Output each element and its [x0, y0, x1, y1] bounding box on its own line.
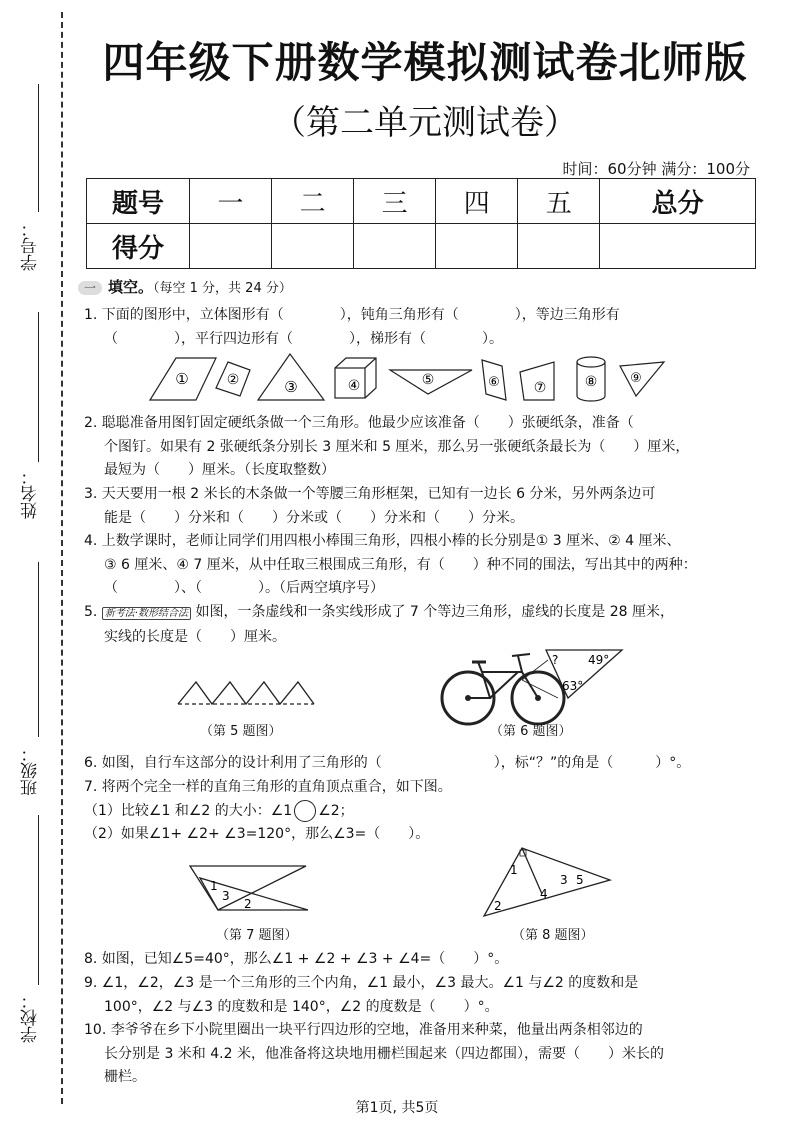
- q7-line: （2）如果∠1+ ∠2+ ∠3=120°，那么∠3=（ ）。: [84, 826, 430, 842]
- score-cell: 二: [272, 179, 354, 224]
- shape-cylinder: [577, 357, 605, 367]
- question-9: [84, 972, 734, 1019]
- cut-line: [61, 12, 63, 1104]
- shape-label: ②: [226, 372, 240, 388]
- student-no-line: [38, 84, 39, 212]
- student-no-label: 学号：: [21, 220, 41, 271]
- callout-line: [522, 660, 548, 680]
- q8-triangle: [484, 848, 610, 916]
- angle-label: 2: [244, 897, 252, 911]
- angle-label: ?: [552, 653, 559, 667]
- score-label: 得分: [87, 224, 190, 269]
- q8-segment: [522, 848, 542, 894]
- score-blank[interactable]: [600, 224, 756, 269]
- section-title: 填空。: [108, 278, 154, 296]
- q5-tag: 新考法·数形结合法: [102, 607, 191, 620]
- q10-line: 栅栏。: [104, 1069, 146, 1085]
- shape-label: ⑨: [630, 371, 642, 386]
- angle-label: 5: [576, 873, 584, 887]
- q9-line: 9. ∠1，∠2，∠3 是一个三角形的三个内角，∠1 最小，∠3 最大。∠1 与∠2 的度数和是: [84, 975, 639, 991]
- q5-line: 实线的长度是（ ）厘米。: [104, 628, 286, 645]
- q1-line: （ ），平行四边形有（ ），梯形有（ ）。: [104, 330, 503, 347]
- q10-line: 长分别是 3 米和 4.2 米，他准备将这块地用栅栏围起来（四边都围），需要（ ）米长的: [104, 1045, 664, 1062]
- angle-label: 63°: [562, 679, 584, 693]
- angle-label: 3: [560, 873, 568, 887]
- time-info: 时间：60分钟 满分：100分: [562, 160, 750, 178]
- section-badge: 一: [78, 281, 102, 295]
- shape-cube: [365, 358, 376, 368]
- class-line: [38, 562, 39, 737]
- score-value-row: [87, 224, 756, 269]
- bike-handlebar: [512, 654, 530, 656]
- question-1: [84, 304, 734, 351]
- q5-caption: （第 5 题图）: [200, 724, 282, 739]
- q8-caption: （第 8 题图）: [512, 928, 594, 943]
- score-table: [86, 178, 756, 269]
- page-footer: 第1页, 共5页: [355, 1100, 439, 1116]
- score-blank[interactable]: [272, 224, 354, 269]
- shape-label: ③: [284, 378, 298, 396]
- q1-line: 1. 下面的图形中，立体图形有（ ），钝角三角形有（ ），等边三角形有: [84, 307, 620, 323]
- shape-cylinder: [577, 396, 605, 401]
- school-label: 学校：: [21, 992, 41, 1043]
- compare-circle-blank[interactable]: [294, 800, 316, 822]
- q6-figure: [438, 650, 638, 730]
- score-cell: 五: [518, 179, 600, 224]
- score-cell: 三: [354, 179, 436, 224]
- q5-text: 如图，一条虚线和一条实线形成了 7 个等边三角形，虚线的长度是 28 厘米，: [195, 604, 674, 620]
- shape-label: ①: [175, 370, 189, 388]
- shape-triangle: [620, 362, 664, 396]
- q5-solid-line: [178, 682, 314, 704]
- q9-line: 100°，∠2 与∠3 的度数和是 140°，∠2 的度数是（ ）°。: [104, 998, 499, 1015]
- score-blank[interactable]: [436, 224, 518, 269]
- question-7: [84, 776, 734, 847]
- q4-line: 4. 上数学课时，老师让同学们用四根小棒围三角形，四根小棒的长分别是① 3 厘米、② 4 厘米、: [84, 533, 681, 549]
- q7-line: [84, 800, 734, 824]
- q7-line: 7. 将两个完全一样的直角三角形的直角顶点重合，如下图。: [84, 779, 452, 795]
- question-2: [84, 412, 734, 483]
- q7-text: ∠2；: [318, 802, 354, 819]
- angle-label: 1: [510, 863, 518, 877]
- q8-figure: [476, 846, 616, 918]
- q4-line: （ ）、（ ）。（后两空填序号）: [104, 580, 384, 596]
- page-title: 四年级下册数学模拟测试卷北师版: [102, 38, 748, 87]
- callout-line: [522, 680, 558, 698]
- shape-label: ⑥: [488, 375, 500, 390]
- q6-caption: （第 6 题图）: [490, 724, 572, 739]
- shape-label: ⑤: [421, 372, 435, 388]
- score-cell: 题号: [87, 179, 190, 224]
- angle-label: 2: [494, 899, 502, 913]
- q2-line: 最短为（ ）厘米。（长度取整数）: [104, 462, 335, 478]
- angle-label: 3: [222, 889, 230, 903]
- q3-line: 3. 天天要用一根 2 米长的木条做一个等腰三角形框架，已知有一边长 6 分米，另外两条边可: [84, 486, 656, 502]
- q4-line: ③ 6 厘米、④ 7 厘米，从中任取三根围成三角形，有（ ）种不同的围法，写出其中的两种：: [104, 556, 697, 573]
- angle-label: 4: [540, 887, 548, 901]
- section-note: （每空 1 分，共 24 分）: [153, 281, 292, 296]
- q2-line: 2. 聪聪准备用图钉固定硬纸条做一个三角形。他最少应该准备（ ）张硬纸条，准备（: [84, 415, 634, 431]
- section-heading: [78, 276, 292, 297]
- question-4: [84, 530, 734, 601]
- shape-label: ⑦: [533, 380, 547, 396]
- question-6: 6. 如图，自行车这部分的设计利用了三角形的（ ），标“？”的角是（ ）°。: [84, 755, 691, 771]
- score-blank[interactable]: [518, 224, 600, 269]
- question-5: [84, 601, 734, 649]
- score-cell: 一: [190, 179, 272, 224]
- q5-line: 5. 新考法·数形结合法 如图，一条虚线和一条实线形成了 7 个等边三角形，虚线的长度是 28 厘米，: [84, 604, 674, 620]
- q1-shapes-figure: [0, 352, 794, 412]
- score-cell: 总分: [600, 179, 756, 224]
- score-header-row: [87, 179, 756, 224]
- angle-label: 1: [210, 879, 218, 893]
- class-label: 班级：: [21, 745, 41, 796]
- question-8: 8. 如图，已知∠5=40°，那么∠1 + ∠2 + ∠3 + ∠4=（ ）°。: [84, 951, 509, 967]
- score-blank[interactable]: [354, 224, 436, 269]
- q5-figure: [174, 672, 334, 712]
- school-line: [38, 815, 39, 985]
- name-label: 姓名：: [21, 468, 41, 519]
- shape-label: ④: [347, 378, 361, 394]
- q10-line: 10. 李爷爷在乡下小院里圈出一块平行四边形的空地，准备用来种菜，他量出两条相邻边的: [84, 1022, 643, 1038]
- q2-line: 个图钉。如果有 2 张硬纸条分别长 3 厘米和 5 厘米，那么另一张硬纸条最长为（ ）厘米，: [104, 438, 690, 455]
- bike-stem: [518, 656, 522, 672]
- q7-figure: [188, 858, 318, 918]
- q7-text: （1）比较∠1 和∠2 的大小：∠1: [84, 802, 293, 819]
- angle-label: 49°: [588, 653, 610, 667]
- shape-label: ⑧: [584, 374, 598, 390]
- q3-line: 能是（ ）分米和（ ）分米或（ ）分米和（ ）分米。: [104, 509, 524, 526]
- q7-caption: （第 7 题图）: [216, 928, 298, 943]
- question-3: [84, 483, 734, 530]
- score-cell: 四: [436, 179, 518, 224]
- binding-margin: [0, 0, 62, 1122]
- score-blank[interactable]: [190, 224, 272, 269]
- question-10: [84, 1019, 734, 1090]
- page-subtitle: （第二单元测试卷）: [272, 103, 578, 143]
